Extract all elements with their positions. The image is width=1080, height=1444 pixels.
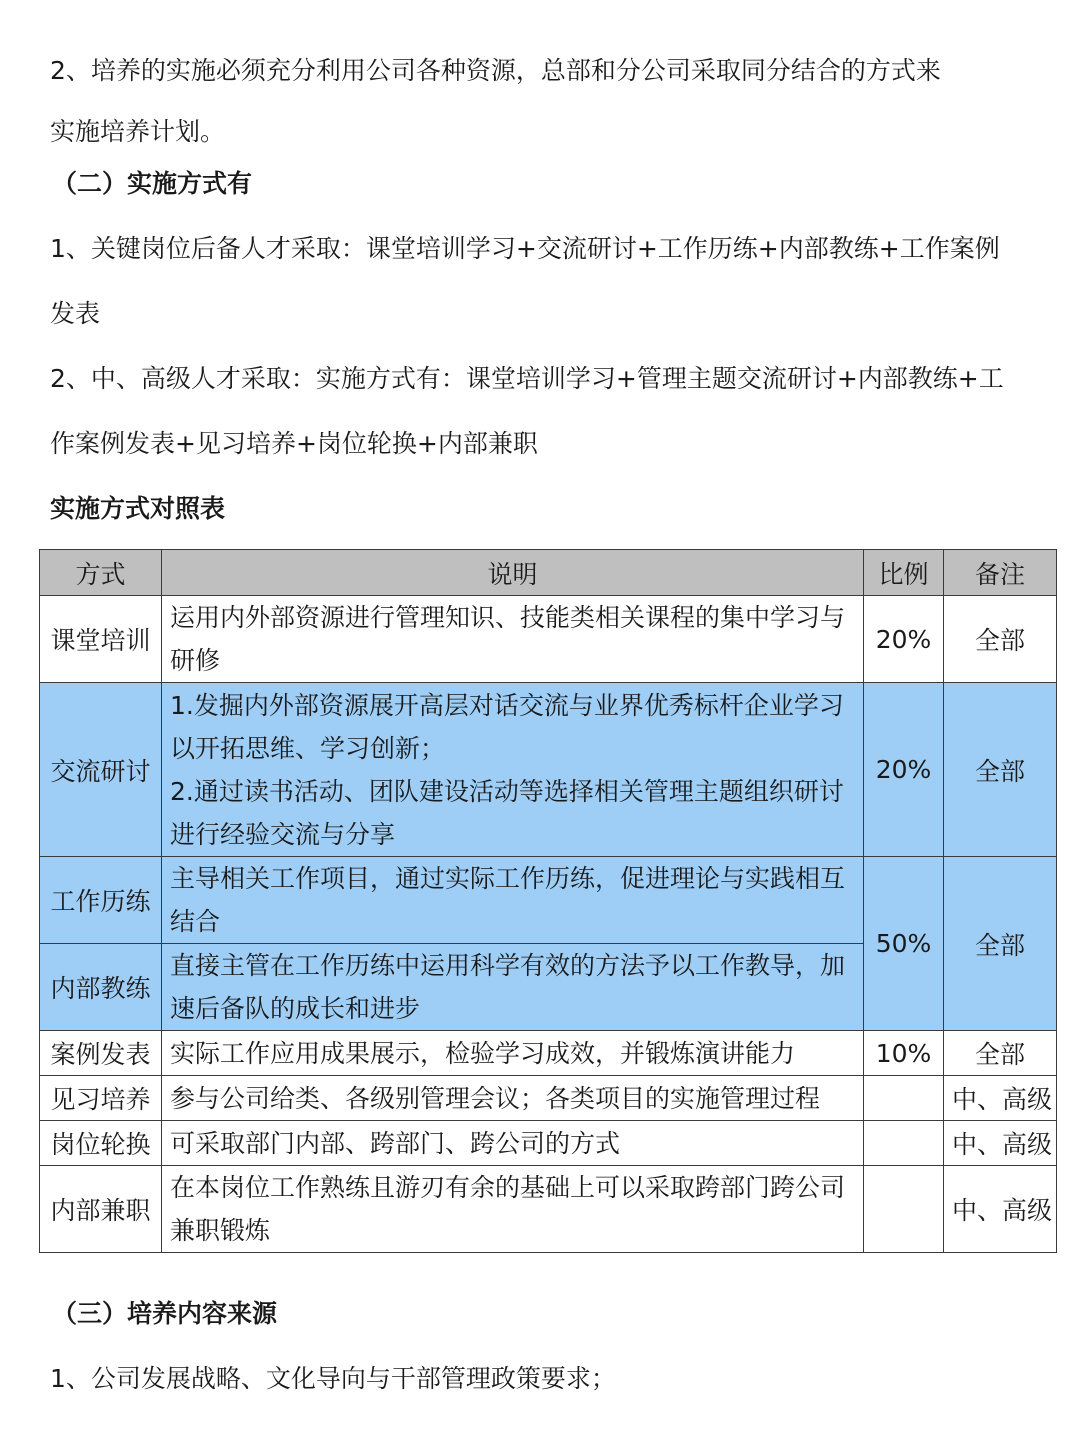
cell-ratio: 50% xyxy=(864,857,944,1031)
cell-description: 参与公司给类、各级别管理会议；各类项目的实施管理过程 xyxy=(162,1076,864,1121)
table-title: 实施方式对照表 xyxy=(50,494,226,523)
header-ratio: 比例 xyxy=(864,550,944,596)
description-item: 2.通过读书活动、团队建设活动等选择相关管理主题组织研讨进行经验交流与分享 xyxy=(170,776,844,849)
paragraph-line: 1、关键岗位后备人才采取：课堂培训学习+交流研讨+工作历练+内部教练+工作案例 xyxy=(50,234,1000,263)
table-row xyxy=(40,1076,1057,1121)
table-row xyxy=(40,1031,1057,1076)
cell-ratio: 20% xyxy=(864,596,944,683)
cell-description: 主导相关工作项目，通过实际工作历练，促进理论与实践相互结合 xyxy=(162,857,864,944)
paragraph-line: 发表 xyxy=(50,299,101,328)
cell-description: 运用内外部资源进行管理知识、技能类相关课程的集中学习与研修 xyxy=(162,596,864,683)
cell-method: 课堂培训 xyxy=(40,596,162,683)
cell-method: 岗位轮换 xyxy=(40,1121,162,1166)
table-row xyxy=(40,1121,1057,1166)
paragraph-line: 2、培养的实施必须充分利用公司各种资源，总部和分公司采取同分结合的方式来 xyxy=(50,56,941,85)
section-heading-2: （二）实施方式有 xyxy=(52,169,253,198)
cell-method: 工作历练 xyxy=(40,857,162,944)
cell-ratio: 20% xyxy=(864,683,944,857)
cell-note: 全部 xyxy=(944,683,1057,857)
cell-method: 见习培养 xyxy=(40,1076,162,1121)
cell-note: 全部 xyxy=(944,596,1057,683)
cell-note: 全部 xyxy=(944,857,1057,1031)
cell-ratio xyxy=(864,1166,944,1253)
section-heading-3: （三）培养内容来源 xyxy=(52,1299,278,1328)
cell-description: 直接主管在工作历练中运用科学有效的方法予以工作教导，加速后备队的成长和进步 xyxy=(162,944,864,1031)
paragraph-line: 1、公司发展战略、文化导向与干部管理政策要求； xyxy=(50,1364,616,1393)
header-description: 说明 xyxy=(162,550,864,596)
header-method: 方式 xyxy=(40,550,162,596)
cell-method: 内部兼职 xyxy=(40,1166,162,1253)
cell-note: 中、高级 xyxy=(944,1121,1057,1166)
table-row xyxy=(40,1166,1057,1253)
cell-description xyxy=(162,683,864,857)
cell-note: 全部 xyxy=(944,1031,1057,1076)
cell-method: 内部教练 xyxy=(40,944,162,1031)
paragraph-line: 实施培养计划。 xyxy=(50,117,226,146)
table-row xyxy=(40,683,1057,857)
method-comparison-table xyxy=(39,549,1057,1253)
cell-method: 交流研讨 xyxy=(40,683,162,857)
cell-note: 中、高级 xyxy=(944,1166,1057,1253)
cell-description: 在本岗位工作熟练且游刃有余的基础上可以采取跨部门跨公司兼职锻炼 xyxy=(162,1166,864,1253)
cell-ratio xyxy=(864,1076,944,1121)
table-row xyxy=(40,596,1057,683)
description-item: 1.发掘内外部资源展开高层对话交流与业界优秀标杆企业学习以开拓思维、学习创新； xyxy=(170,690,844,763)
cell-description: 可采取部门内部、跨部门、跨公司的方式 xyxy=(162,1121,864,1166)
paragraph-line: 作案例发表+见习培养+岗位轮换+内部兼职 xyxy=(50,429,538,458)
table-row xyxy=(40,857,1057,944)
paragraph-line: 2、中、高级人才采取：实施方式有：课堂培训学习+管理主题交流研讨+内部教练+工 xyxy=(50,364,1004,393)
cell-note: 中、高级 xyxy=(944,1076,1057,1121)
table-header-row xyxy=(40,550,1057,596)
header-note: 备注 xyxy=(944,550,1057,596)
cell-ratio: 10% xyxy=(864,1031,944,1076)
cell-description: 实际工作应用成果展示，检验学习成效，并锻炼演讲能力 xyxy=(162,1031,864,1076)
cell-ratio xyxy=(864,1121,944,1166)
cell-method: 案例发表 xyxy=(40,1031,162,1076)
